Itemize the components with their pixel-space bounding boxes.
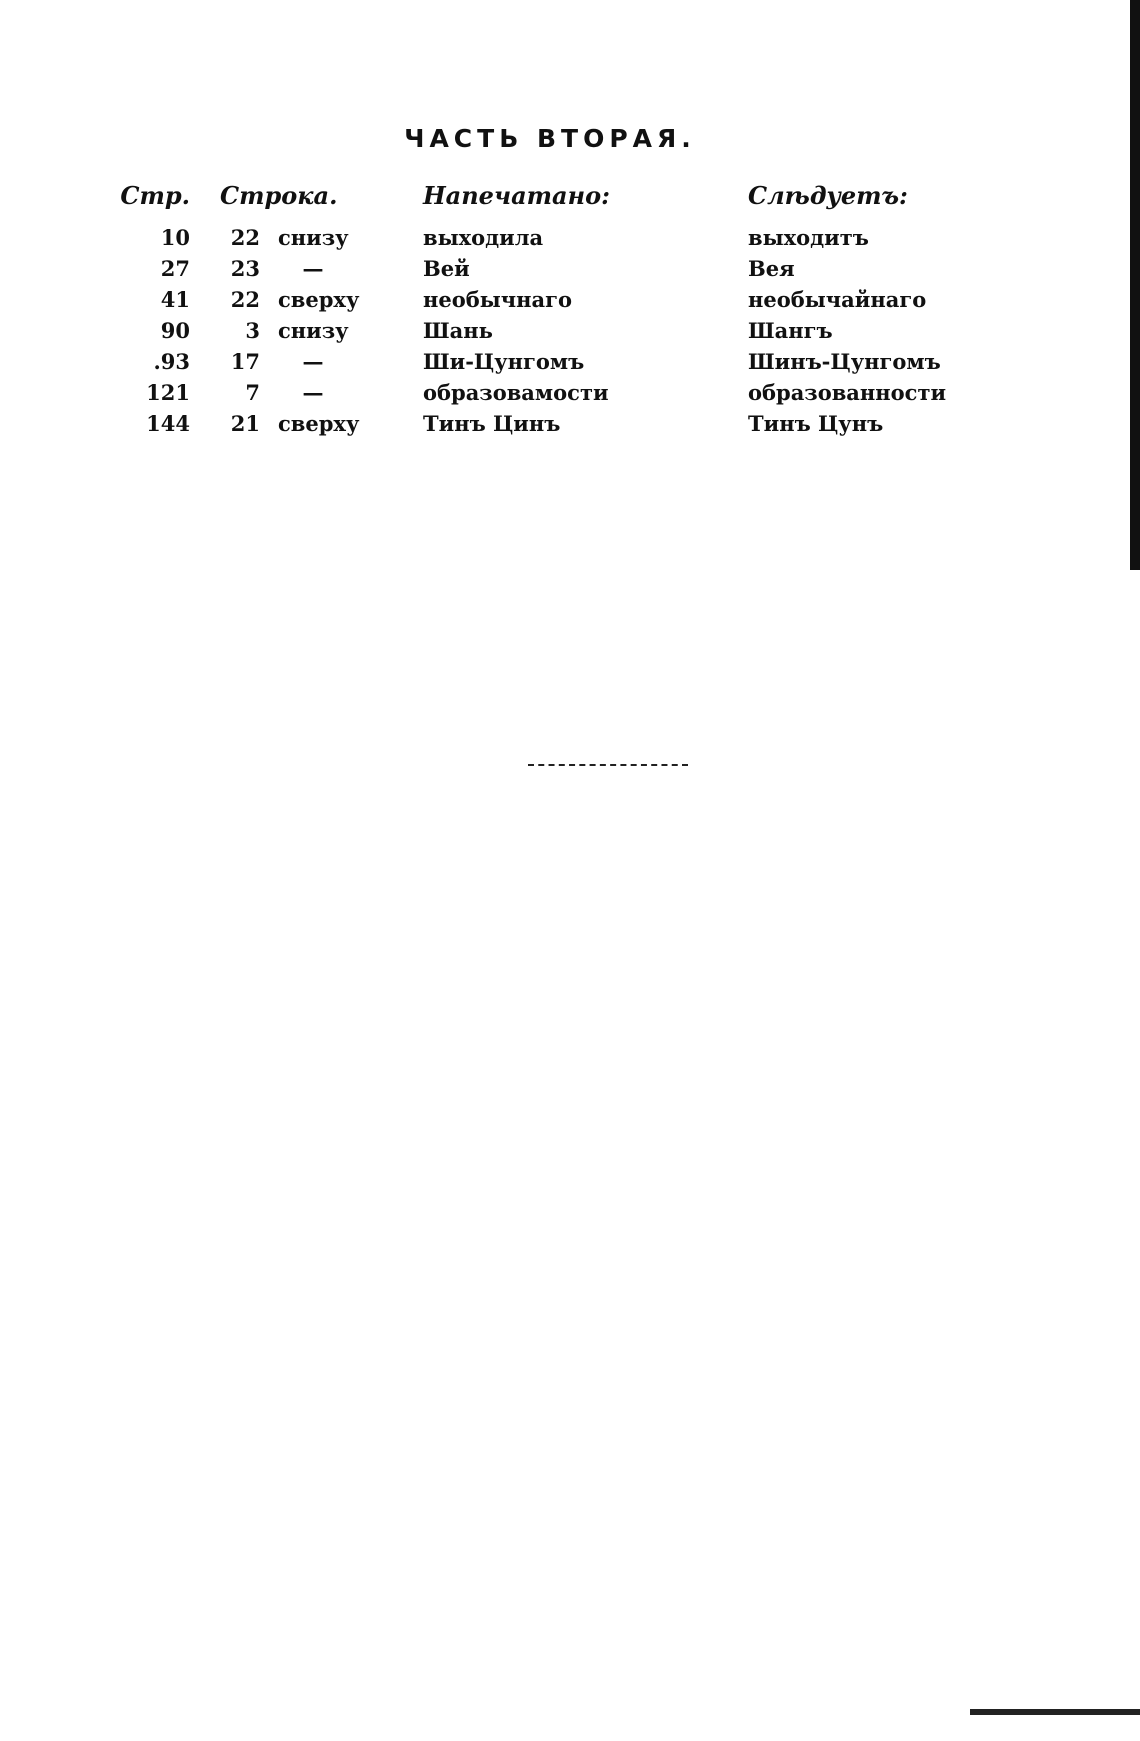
table-row xyxy=(120,346,968,377)
table-row xyxy=(120,408,968,439)
cell-position-dash: — xyxy=(302,349,324,374)
cell-correct: Вея xyxy=(748,256,795,281)
cell-correct: Тинъ Цунъ xyxy=(748,411,884,436)
table-row xyxy=(120,284,968,315)
cell-position-dash: — xyxy=(302,256,324,281)
table-row xyxy=(120,253,968,284)
cell-printed: Вей xyxy=(423,256,470,281)
cell-page: 121 xyxy=(146,380,190,405)
header-line: Строка. xyxy=(220,180,338,210)
table-header-row xyxy=(120,180,968,222)
cell-page: 90 xyxy=(160,318,190,343)
cell-printed: необычнаго xyxy=(423,287,573,312)
cell-line: 17 xyxy=(230,349,260,374)
cell-position: сверху xyxy=(278,287,360,312)
scan-edge-shadow xyxy=(1130,0,1140,570)
cell-position xyxy=(278,377,423,408)
cell-position: снизу xyxy=(278,225,349,250)
cell-printed: Шань xyxy=(423,318,493,343)
cell-position-dash: — xyxy=(302,380,324,405)
errata-table xyxy=(120,180,968,439)
cell-page: 41 xyxy=(160,287,190,312)
cell-line: 3 xyxy=(245,318,260,343)
page-title: ЧАСТЬ ВТОРАЯ. xyxy=(404,124,696,153)
header-page: Стр. xyxy=(120,180,190,210)
cell-line: 7 xyxy=(245,380,260,405)
cell-page: 27 xyxy=(160,256,190,281)
table-row xyxy=(120,377,968,408)
cell-page: 10 xyxy=(160,225,190,250)
cell-position xyxy=(278,253,423,284)
cell-correct: необычайнаго xyxy=(748,287,927,312)
cell-line: 21 xyxy=(230,411,260,436)
cell-correct: выходитъ xyxy=(748,225,869,250)
cell-line: 22 xyxy=(230,225,260,250)
cell-printed: Тинъ Цинъ xyxy=(423,411,561,436)
cell-line: 22 xyxy=(230,287,260,312)
section-divider xyxy=(528,764,688,766)
cell-position: сверху xyxy=(278,411,360,436)
cell-correct: Шангъ xyxy=(748,318,833,343)
cell-printed: Ши-Цунгомъ xyxy=(423,349,585,374)
table-row xyxy=(120,222,968,253)
cell-correct: образованности xyxy=(748,380,947,405)
cell-correct: Шинъ-Цунгомъ xyxy=(748,349,941,374)
scan-edge-shadow-bottom xyxy=(970,1709,1140,1715)
cell-position xyxy=(278,346,423,377)
cell-page: .93 xyxy=(153,349,190,374)
cell-printed: выходила xyxy=(423,225,544,250)
cell-line: 23 xyxy=(230,256,260,281)
cell-position: снизу xyxy=(278,318,349,343)
table-row xyxy=(120,315,968,346)
cell-page: 144 xyxy=(146,411,190,436)
header-correct: Слѣдуетъ: xyxy=(748,180,908,210)
cell-printed: образовамости xyxy=(423,380,609,405)
header-printed: Напечатано: xyxy=(423,180,610,210)
